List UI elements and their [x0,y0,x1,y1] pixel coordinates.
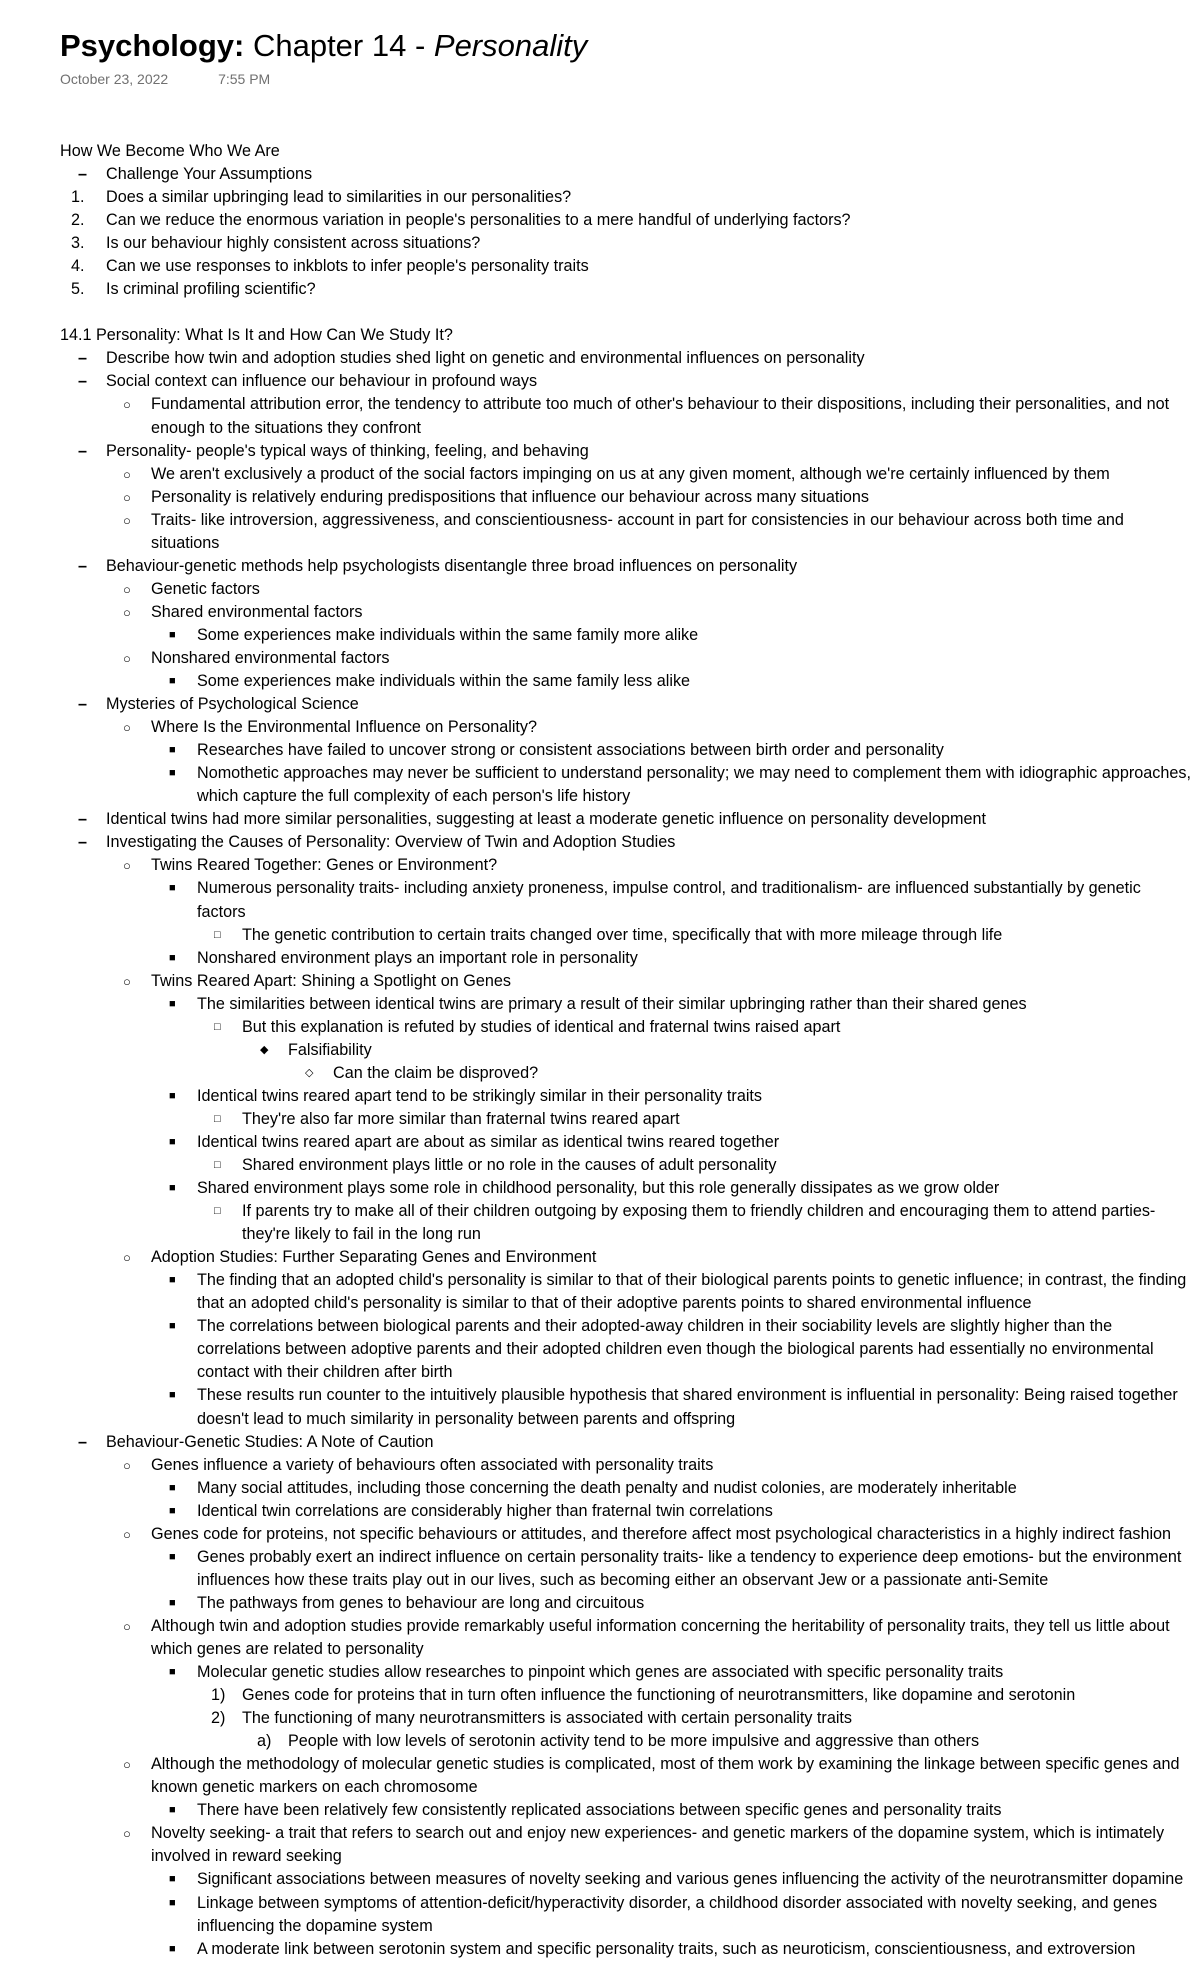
square-bullet-icon: ■ [169,1804,176,1817]
outline-text: Researches have failed to uncover strong or consistent associations between birth order and personality [197,741,944,760]
outline-item [60,670,1200,693]
circle-bullet-icon: ○ [123,1457,131,1473]
outline-text: Numerous personality traits- including anxiety proneness, impulse control, and traditionalism- are influenced substantially by genetic factors [197,879,1141,921]
outline-item [60,831,1200,854]
outline-item [60,209,1200,232]
outline-text: The similarities between identical twins are primary a result of their similar upbringing rather than their shared genes [197,994,1027,1013]
outline-item [60,1200,1200,1246]
outline-item [60,393,1200,439]
square-bullet-icon: ■ [169,628,176,641]
outline-item [60,1707,1200,1730]
outline-text: Mysteries of Psychological Science [106,695,359,714]
blank-line [60,301,1200,324]
outline-text: The finding that an adopted child's personality is similar to that of their biological parents points to genetic influence; in contrast, the finding that an adopted child's personality is similar to that of their adoptive parents points to shared environmental influence [197,1271,1187,1313]
outline-item [60,1822,1200,1868]
note-time: 7:55 PM [218,71,271,87]
open-diamond-bullet-icon: ◇ [305,1066,314,1079]
outline-item [60,1039,1200,1062]
outline-text: Although the methodology of molecular genetic studies is complicated, most of them work by examining the linkage between specific genes and known genetic markers on each chromosome [151,1755,1180,1797]
list-number: a) [257,1732,272,1751]
outline-text: Many social attitudes, including those concerning the death penalty and nudist colonies, are moderately inheritable [197,1478,1017,1497]
circle-bullet-icon: ○ [123,604,131,620]
outline-text: Social context can influence our behaviour in profound ways [106,372,538,391]
outline-text: Genes influence a variety of behaviours often associated with personality traits [151,1455,714,1474]
note-body[interactable] [60,140,1200,1961]
outline-item [60,486,1200,509]
outline-text: These results run counter to the intuitively plausible hypothesis that shared environment is influential in personality: Being raised together doesn't lead to much similarity in personality between parents and offspring [197,1386,1178,1428]
square-bullet-icon: ■ [169,951,176,964]
outline-text: Challenge Your Assumptions [106,165,313,184]
outline-text: We aren't exclusively a product of the social factors impinging on us at any given moment, although we're certainly influenced by them [151,464,1110,483]
outline-text: Some experiences make individuals within the same family less alike [197,672,691,691]
square-bullet-icon: ■ [169,882,176,895]
outline-text: Describe how twin and adoption studies shed light on genetic and environmental influences on personality [106,349,865,368]
square-bullet-icon: ■ [169,1596,176,1609]
circle-bullet-icon: ○ [123,512,131,528]
outline-item [60,163,1200,186]
circle-bullet-icon: ○ [123,1826,131,1842]
outline-item [60,324,1200,347]
circle-bullet-icon: ○ [123,1250,131,1266]
outline-item [60,1799,1200,1822]
outline-text: Identical twins had more similar personalities, suggesting at least a moderate genetic influence on personality development [106,810,987,829]
outline-text: Investigating the Causes of Personality: Overview of Twin and Adoption Studies [106,833,676,852]
outline-text: Adoption Studies: Further Separating Genes and Environment [151,1248,597,1267]
outline-text: Nomothetic approaches may never be sufficient to understand personality; we may need to complement them with idiographic approaches, which capture the full complexity of each person's life history [197,764,1191,806]
outline-item [60,463,1200,486]
list-number: 2. [71,211,85,230]
outline-text: Is our behaviour highly consistent across situations? [106,234,481,253]
note-date: October 23, 2022 [60,71,169,87]
outline-item [60,1892,1200,1938]
note-metadata [60,70,1200,88]
outline-item [60,1131,1200,1154]
list-number: 5. [71,280,85,299]
square-bullet-icon: ■ [169,675,176,688]
open-square-bullet-icon: □ [214,1159,221,1172]
dash-icon: – [78,165,88,184]
outline-text: Behaviour-Genetic Studies: A Note of Caution [106,1432,434,1451]
open-square-bullet-icon: □ [214,1112,221,1125]
list-number: 1) [211,1686,226,1705]
outline-text: Molecular genetic studies allow researches to pinpoint which genes are associated with specific personality traits [197,1663,1004,1682]
outline-text: Twins Reared Together: Genes or Environment? [151,856,498,875]
outline-item [60,924,1200,947]
outline-text: Novelty seeking- a trait that refers to search out and enjoy new experiences- and genetic markers of the dopamine system, which is intimately involved in reward seeking [151,1824,1165,1866]
outline-item [60,1431,1200,1454]
outline-text: Shared environment plays little or no role in the causes of adult personality [242,1156,777,1175]
outline-item [60,1177,1200,1200]
square-bullet-icon: ■ [169,1896,176,1909]
outline-text: Can we use responses to inkblots to infer people's personality traits [106,257,589,276]
outline-text: But this explanation is refuted by studies of identical and fraternal twins raised apart [242,1017,841,1036]
outline-item [60,877,1200,923]
outline-item [60,716,1200,739]
square-bullet-icon: ■ [169,1504,176,1517]
outline-text: Twins Reared Apart: Shining a Spotlight on Genes [151,971,511,990]
square-bullet-icon: ■ [169,744,176,757]
dash-icon: – [78,833,88,852]
dash-icon: – [78,1432,88,1451]
outline-text: Some experiences make individuals within the same family more alike [197,625,699,644]
list-number: 2) [211,1709,226,1728]
outline-item [60,808,1200,831]
title-topic: Personality [433,28,588,63]
outline-item [60,440,1200,463]
circle-bullet-icon: ○ [123,973,131,989]
outline-text: Identical twin correlations are considerably higher than fraternal twin correlations [197,1501,773,1520]
square-bullet-icon: ■ [169,1089,176,1102]
outline-text: Personality is relatively enduring predispositions that influence our behaviour across many situations [151,487,870,506]
outline-text: Where Is the Environmental Influence on Personality? [151,718,538,737]
outline-text: Behaviour-genetic methods help psychologists disentangle three broad influences on personality [106,556,798,575]
outline-text: Nonshared environmental factors [151,648,390,667]
outline-item [60,1085,1200,1108]
list-number: 1. [71,188,85,207]
outline-item [60,1246,1200,1269]
outline-item [60,1615,1200,1661]
circle-bullet-icon: ○ [123,1618,131,1634]
square-bullet-icon: ■ [169,1666,176,1679]
outline-text: The pathways from genes to behaviour are long and circuitous [197,1593,645,1612]
outline-text: Genes probably exert an indirect influence on certain personality traits- like a tendency to experience deep emotions- but the environment influences how these traits play out in our lives, such as becoming either an observant Jew or a passionate anti-Semite [197,1547,1182,1589]
dash-icon: – [78,372,88,391]
outline-item [60,1523,1200,1546]
outline-item [60,970,1200,993]
outline-text: Falsifiability [288,1040,372,1059]
outline-text: 14.1 Personality: What Is It and How Can We Study It? [60,326,453,345]
outline-text: Can we reduce the enormous variation in people's personalities to a mere handful of underlying factors? [106,211,851,230]
dash-icon: – [78,695,88,714]
outline-text: The functioning of many neurotransmitters is associated with certain personality traits [242,1709,853,1728]
square-bullet-icon: ■ [169,1942,176,1955]
square-bullet-icon: ■ [169,1481,176,1494]
outline-item [60,1269,1200,1315]
outline-text: They're also far more similar than fraternal twins reared apart [242,1109,680,1128]
square-bullet-icon: ■ [169,767,176,780]
outline-text: Identical twins reared apart are about as similar as identical twins reared together [197,1132,780,1151]
outline-text: If parents try to make all of their children outgoing by exposing them to friendly children and encouraging them to attend parties- they're likely to fail in the long run [242,1202,1156,1244]
outline-text: Traits- like introversion, aggressiveness, and conscientiousness- account in part for consistencies in our behaviour across both time and situations [151,510,1124,552]
outline-text: Fundamental attribution error, the tendency to attribute too much of other's behaviour to their dispositions, including their personalities, and not enough to the situations they confront [151,395,1170,437]
outline-text: Personality- people's typical ways of thinking, feeling, and behaving [106,441,589,460]
square-bullet-icon: ■ [169,997,176,1010]
outline-text: Genes code for proteins that in turn often influence the functioning of neurotransmitters, like dopamine and serotonin [242,1686,1076,1705]
square-bullet-icon: ■ [169,1873,176,1886]
list-number: 3. [71,234,85,253]
square-bullet-icon: ■ [169,1182,176,1195]
outline-item [60,1108,1200,1131]
outline-item [60,140,1200,163]
outline-item [60,854,1200,877]
outline-item [60,1730,1200,1753]
outline-item [60,1315,1200,1384]
outline-item [60,1154,1200,1177]
outline-text: There have been relatively few consistently replicated associations between specific genes and personality traits [197,1801,1002,1820]
outline-text: Identical twins reared apart tend to be strikingly similar in their personality traits [197,1086,763,1105]
list-number: 4. [71,257,85,276]
square-bullet-icon: ■ [169,1550,176,1563]
diamond-bullet-icon: ◆ [260,1043,269,1056]
outline-text: Shared environment plays some role in childhood personality, but this role generally dissipates as we grow older [197,1179,1000,1198]
outline-item [60,232,1200,255]
outline-text: People with low levels of serotonin activity tend to be more impulsive and aggressive than others [288,1732,980,1751]
outline-item [60,509,1200,555]
outline-item [60,347,1200,370]
outline-text: Although twin and adoption studies provide remarkably useful information concerning the heritability of personality traits, they tell us little about which genes are related to personality [151,1616,1170,1658]
title-subject: Psychology: [60,28,245,63]
circle-bullet-icon: ○ [123,650,131,666]
outline-item [60,1500,1200,1523]
circle-bullet-icon: ○ [123,397,131,413]
outline-text: Significant associations between measures of novelty seeking and various genes influencing the activity of the neurotransmitter dopamine [197,1870,1184,1889]
outline-text: Shared environmental factors [151,602,363,621]
outline-item [60,1938,1200,1961]
outline-text: Genes code for proteins, not specific behaviours or attitudes, and therefore affect most psychological characteristics in a highly indirect fashion [151,1524,1172,1543]
title-chapter: Chapter 14 - [252,28,434,63]
square-bullet-icon: ■ [169,1274,176,1287]
outline-item [60,1454,1200,1477]
outline-item [60,1868,1200,1891]
open-square-bullet-icon: □ [214,1205,221,1218]
outline-item [60,993,1200,1016]
circle-bullet-icon: ○ [123,858,131,874]
outline-text: A moderate link between serotonin system and specific personality traits, such as neuroticism, conscientiousness, and extroversion [197,1939,1136,1958]
dash-icon: – [78,810,88,829]
outline-text: The genetic contribution to certain traits changed over time, specifically that with more mileage through life [242,925,1003,944]
outline-item [60,1384,1200,1430]
outline-item [60,255,1200,278]
outline-item [60,693,1200,716]
circle-bullet-icon: ○ [123,581,131,597]
dash-icon: – [78,556,88,575]
page-title [60,24,1200,68]
outline-item [60,601,1200,624]
outline-item [60,739,1200,762]
outline-item [60,555,1200,578]
outline-item [60,370,1200,393]
outline-item [60,1661,1200,1684]
outline-item [60,624,1200,647]
outline-item [60,1477,1200,1500]
square-bullet-icon: ■ [169,1320,176,1333]
outline-item [60,578,1200,601]
outline-text: Is criminal profiling scientific? [106,280,316,299]
outline-text: Does a similar upbringing lead to similarities in our personalities? [106,188,572,207]
outline-item [60,1753,1200,1799]
outline-text: Nonshared environment plays an important role in personality [197,948,638,967]
outline-item [60,278,1200,301]
outline-item [60,1592,1200,1615]
dash-icon: – [78,441,88,460]
open-square-bullet-icon: □ [214,1020,221,1033]
outline-text: The correlations between biological parents and their adopted-away children in their sociability levels are slightly higher than the correlations between adoptive parents and their adopted children even though the biological parents had essentially no environmental contact with their children after birth [197,1317,1154,1382]
square-bullet-icon: ■ [169,1135,176,1148]
dash-icon: – [78,349,88,368]
outline-text: Can the claim be disproved? [333,1063,539,1082]
circle-bullet-icon: ○ [123,489,131,505]
square-bullet-icon: ■ [169,1389,176,1402]
outline-text: Genetic factors [151,579,260,598]
outline-item [60,1684,1200,1707]
outline-text: Linkage between symptoms of attention-deficit/hyperactivity disorder, a childhood disorder associated with novelty seeking, and genes influencing the dopamine system [197,1893,1158,1935]
circle-bullet-icon: ○ [123,466,131,482]
open-square-bullet-icon: □ [214,928,221,941]
outline-item [60,186,1200,209]
outline-text: How We Become Who We Are [60,142,280,160]
outline-item [60,762,1200,808]
outline-item [60,1546,1200,1592]
outline-item [60,647,1200,670]
circle-bullet-icon: ○ [123,1526,131,1542]
circle-bullet-icon: ○ [123,1757,131,1773]
circle-bullet-icon: ○ [123,720,131,736]
outline-item [60,1016,1200,1039]
outline-item [60,947,1200,970]
outline-item [60,1062,1200,1085]
